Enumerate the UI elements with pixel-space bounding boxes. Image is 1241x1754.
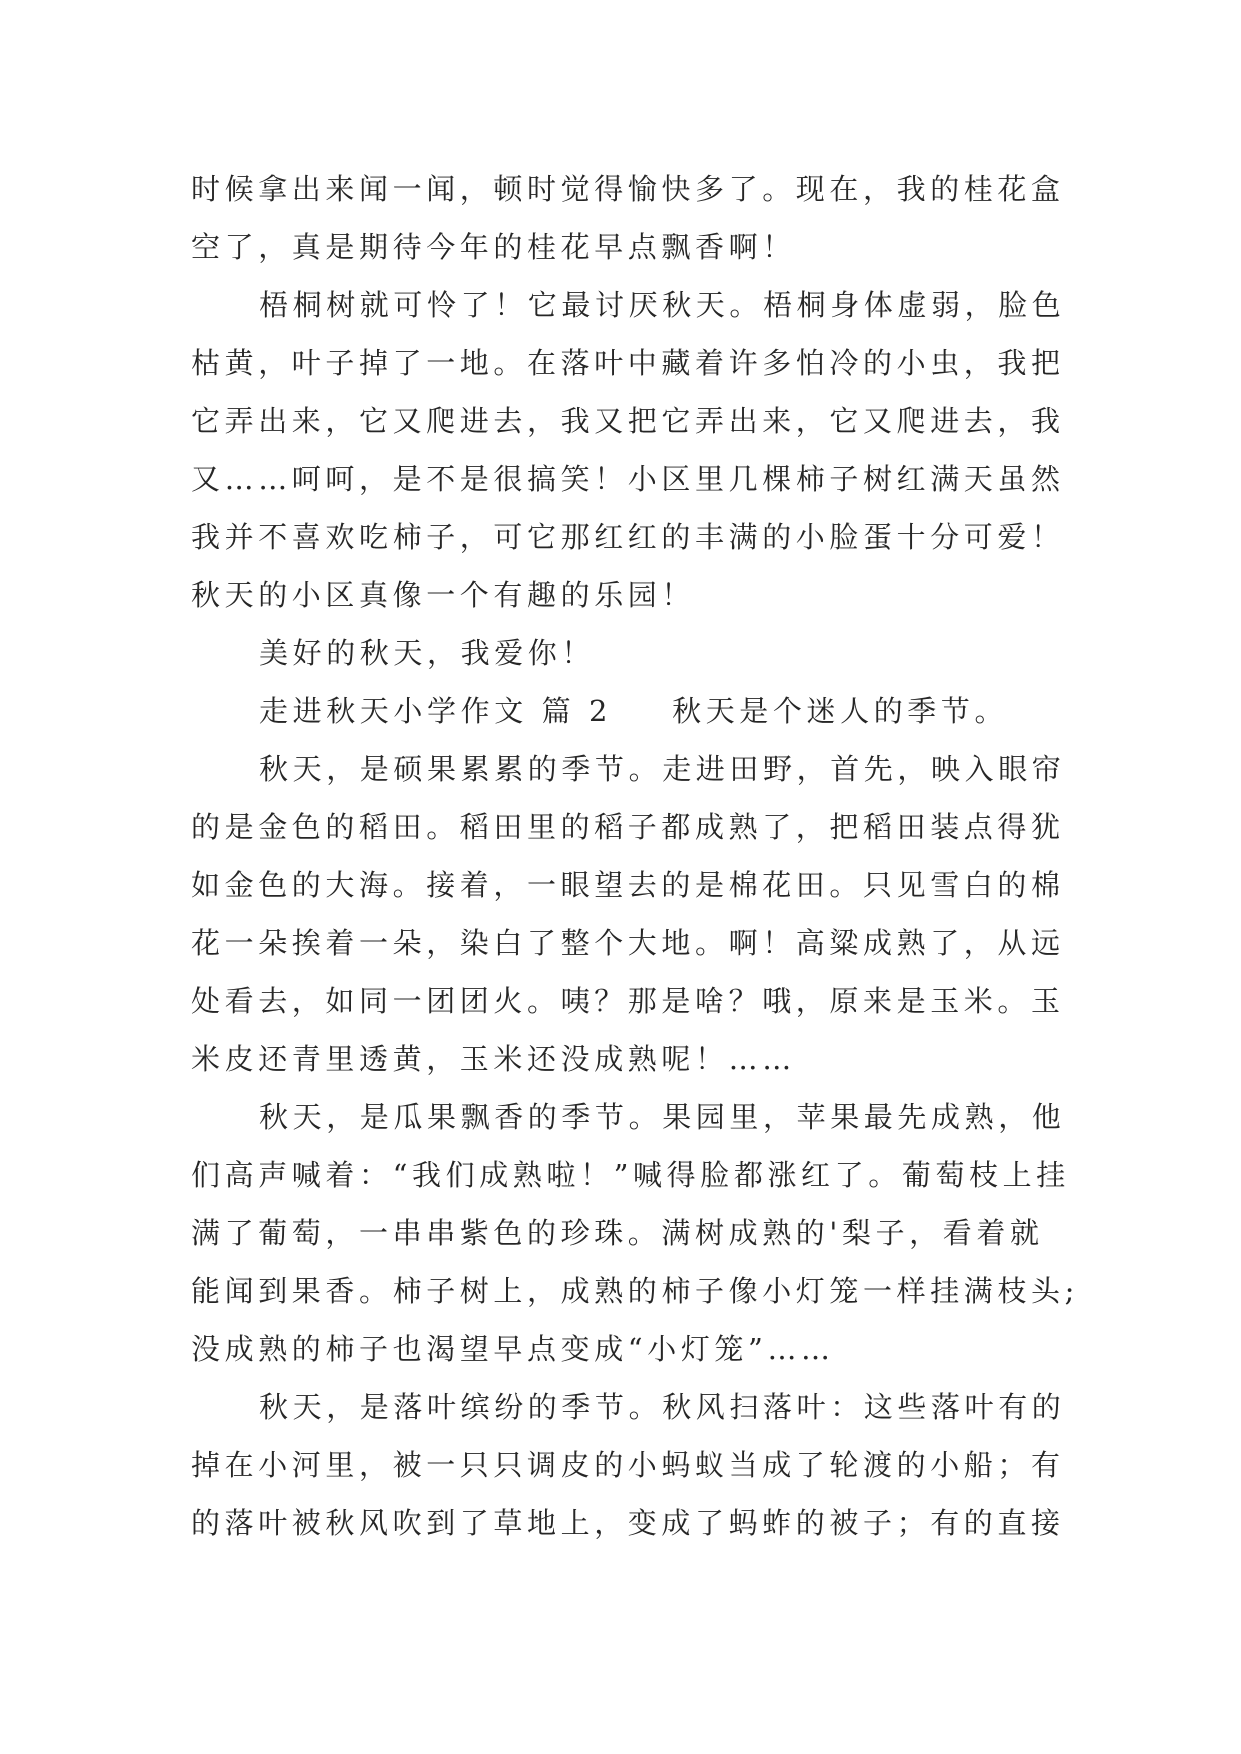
text-line: 米皮还青里透黄，玉米还没成熟呢！…… [191, 1042, 796, 1076]
text-line: 秋天，是硕果累累的季节。走进田野，首先，映入眼帘 [259, 752, 1066, 786]
text-line: 又……呵呵，是不是很搞笑！小区里几棵柿子树红满天虽然 [191, 462, 1065, 496]
text-line: 处看去，如同一团团火。咦？那是啥？哦，原来是玉米。玉 [191, 984, 1065, 1018]
text-line: 们高声喊着：“我们成熟啦！”喊得脸都涨红了。葡萄枝上挂 [191, 1158, 1070, 1192]
text-line: 秋天，是瓜果飘香的季节。果园里，苹果最先成熟，他 [259, 1100, 1066, 1134]
text-line: 梧桐树就可怜了！它最讨厌秋天。梧桐身体虚弱，脸色 [259, 288, 1066, 322]
text-line: 枯黄，叶子掉了一地。在落叶中藏着许多怕冷的小虫，我把 [191, 346, 1065, 380]
text-line: 空了，真是期待今年的桂花早点飘香啊！ [191, 230, 796, 264]
section-intro: 秋天是个迷人的季节。 [672, 694, 1009, 728]
text-line: 没成熟的柿子也渴望早点变成“小灯笼”…… [191, 1332, 835, 1366]
text-line: 花一朵挨着一朵，染白了整个大地。啊！高粱成熟了，从远 [191, 926, 1065, 960]
text-line: 它弄出来，它又爬进去，我又把它弄出来，它又爬进去，我 [191, 404, 1065, 438]
essay-text [191, 160, 1079, 1552]
text-line: 时候拿出来闻一闻，顿时觉得愉快多了。现在，我的桂花盒 [191, 172, 1065, 206]
section-title: 走进秋天小学作文 篇 2 [259, 694, 613, 728]
text-line: 如金色的大海。接着，一眼望去的是棉花田。只见雪白的棉 [191, 868, 1065, 902]
text-line: 我并不喜欢吃柿子，可它那红红的丰满的小脸蛋十分可爱！ [191, 520, 1065, 554]
text-line: 的是金色的稻田。稻田里的稻子都成熟了，把稻田装点得犹 [191, 810, 1065, 844]
text-line: 能闻到果香。柿子树上，成熟的柿子像小灯笼一样挂满枝头; [191, 1274, 1079, 1308]
text-line: 美好的秋天，我爱你！ [259, 636, 596, 670]
text-line: 满了葡萄，一串串紫色的珍珠。满树成熟的'梨子，看着就 [191, 1216, 1044, 1250]
text-line: 掉在小河里，被一只只调皮的小蚂蚁当成了轮渡的小船；有 [191, 1448, 1065, 1482]
text-line: 的落叶被秋风吹到了草地上，变成了蚂蚱的被子；有的直接 [191, 1506, 1065, 1540]
text-line: 秋天的小区真像一个有趣的乐园！ [191, 578, 696, 612]
section-heading [191, 682, 1071, 740]
text-line: 秋天，是落叶缤纷的季节。秋风扫落叶：这些落叶有的 [259, 1390, 1066, 1424]
